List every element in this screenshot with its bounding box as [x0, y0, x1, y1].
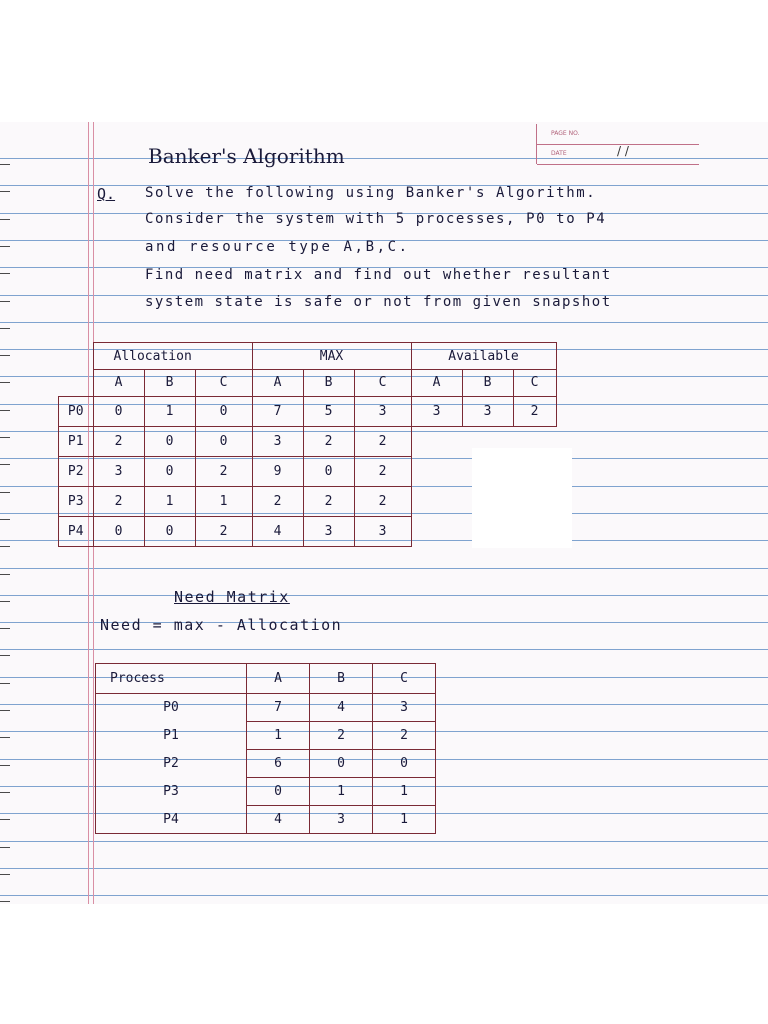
alloc-cell: 0 [195, 426, 252, 456]
need-cell: 1 [247, 722, 310, 750]
alloc-cell: 2 [195, 456, 252, 486]
margin-tick [0, 410, 10, 411]
max-cell: 5 [303, 396, 354, 426]
need-process-label: P3 [96, 778, 247, 806]
max-cell: 3 [303, 516, 354, 546]
table-row [96, 694, 436, 722]
process-label: P0 [59, 396, 94, 426]
margin-tick [0, 819, 10, 820]
available-cell: 3 [411, 396, 462, 426]
process-label: P2 [59, 456, 94, 486]
alloc-cell: 1 [195, 486, 252, 516]
max-col-a: A [252, 370, 303, 397]
margin-tick [0, 437, 10, 438]
date-value: / / [617, 144, 629, 158]
margin-tick [0, 519, 10, 520]
avail-col-c: C [513, 370, 556, 397]
margin-tick [0, 301, 10, 302]
alloc-cell: 0 [93, 396, 144, 426]
available-header: Available [411, 343, 556, 370]
ruled-line [0, 868, 768, 869]
margin-tick [0, 546, 10, 547]
margin-tick [0, 355, 10, 356]
need-cell: 6 [247, 750, 310, 778]
alloc-cell: 0 [93, 516, 144, 546]
margin-tick [0, 382, 10, 383]
need-cell: 0 [373, 750, 436, 778]
margin-tick [0, 219, 10, 220]
need-cell: 1 [373, 778, 436, 806]
date-cell [537, 144, 699, 165]
max-col-c: C [354, 370, 411, 397]
need-formula: Need = max - Allocation [100, 616, 343, 634]
need-cell: 1 [373, 806, 436, 834]
process-label: P3 [59, 486, 94, 516]
ruled-line [0, 568, 768, 569]
notebook-page [0, 122, 768, 904]
margin-tick [0, 601, 10, 602]
need-col-c: C [373, 664, 436, 694]
margin-tick [0, 246, 10, 247]
margin-tick [0, 191, 10, 192]
question-line-2: Consider the system with 5 processes, P0 to P4 [145, 211, 607, 227]
question-marker: Q. [97, 185, 116, 203]
margin-tick [0, 273, 10, 274]
ruled-line [0, 895, 768, 896]
max-cell: 2 [303, 426, 354, 456]
alloc-cell: 0 [144, 426, 195, 456]
alloc-cell: 0 [144, 456, 195, 486]
question-line-4: Find need matrix and find out whether resultant [145, 267, 612, 283]
need-header-row [96, 664, 436, 694]
table-row [96, 806, 436, 834]
max-cell: 2 [354, 456, 411, 486]
table-row [96, 722, 436, 750]
max-cell: 2 [252, 486, 303, 516]
max-cell: 2 [354, 486, 411, 516]
question-line-1: Solve the following using Banker's Algorithm. [145, 185, 597, 201]
margin-tick [0, 683, 10, 684]
need-cell: 3 [373, 694, 436, 722]
alloc-col-c: C [195, 370, 252, 397]
process-label: P1 [59, 426, 94, 456]
margin-tick [0, 574, 10, 575]
max-cell: 7 [252, 396, 303, 426]
margin-tick [0, 874, 10, 875]
margin-tick [0, 464, 10, 465]
ruled-line [0, 649, 768, 650]
alloc-cell: 2 [93, 426, 144, 456]
max-cell: 3 [354, 516, 411, 546]
need-cell: 1 [310, 778, 373, 806]
alloc-cell: 0 [195, 396, 252, 426]
margin-tick [0, 628, 10, 629]
need-process-label: P1 [96, 722, 247, 750]
erased-area [472, 448, 572, 548]
alloc-cell: 2 [93, 486, 144, 516]
alloc-cell: 1 [144, 396, 195, 426]
page-date-box [536, 124, 699, 164]
max-header: MAX [252, 343, 411, 370]
ruled-line [0, 595, 768, 596]
question-line-3: and resource type A,B,C. [145, 239, 410, 255]
table-row [96, 750, 436, 778]
corner-cell-2 [59, 370, 94, 397]
need-process-label: P4 [96, 806, 247, 834]
need-cell: 0 [310, 750, 373, 778]
max-cell: 3 [252, 426, 303, 456]
need-col-process: Process [96, 664, 247, 694]
max-cell: 4 [252, 516, 303, 546]
table-row [59, 396, 557, 426]
margin-tick [0, 710, 10, 711]
need-process-label: P0 [96, 694, 247, 722]
need-cell: 4 [247, 806, 310, 834]
alloc-cell: 1 [144, 486, 195, 516]
need-matrix-heading: Need Matrix [174, 588, 290, 606]
need-cell: 2 [373, 722, 436, 750]
need-cell: 2 [310, 722, 373, 750]
need-cell: 0 [247, 778, 310, 806]
need-col-a: A [247, 664, 310, 694]
corner-cell [59, 343, 94, 370]
margin-tick [0, 847, 10, 848]
available-cell: 3 [462, 396, 513, 426]
max-col-b: B [303, 370, 354, 397]
need-col-b: B [310, 664, 373, 694]
need-matrix-table [95, 663, 436, 834]
margin-tick [0, 164, 10, 165]
need-process-label: P2 [96, 750, 247, 778]
ruled-line [0, 841, 768, 842]
table-row [96, 778, 436, 806]
ruled-line [0, 322, 768, 323]
process-label: P4 [59, 516, 94, 546]
max-cell: 0 [303, 456, 354, 486]
margin-tick [0, 901, 10, 902]
max-cell: 2 [303, 486, 354, 516]
margin-tick [0, 328, 10, 329]
alloc-cell: 0 [144, 516, 195, 546]
alloc-cell: 2 [195, 516, 252, 546]
margin-tick [0, 792, 10, 793]
avail-col-b: B [462, 370, 513, 397]
page-no-cell [537, 124, 699, 145]
max-cell: 2 [354, 426, 411, 456]
margin-tick [0, 492, 10, 493]
question-line-5: system state is safe or not from given snapshot [145, 294, 612, 310]
allocation-header: Allocation [93, 343, 252, 370]
avail-col-a: A [411, 370, 462, 397]
alloc-cell: 3 [93, 456, 144, 486]
alloc-col-a: A [93, 370, 144, 397]
page-no-label: PAGE NO. [551, 130, 580, 137]
need-cell: 4 [310, 694, 373, 722]
margin-tick [0, 765, 10, 766]
margin-tick [0, 655, 10, 656]
date-label: DATE [551, 150, 567, 157]
alloc-col-b: B [144, 370, 195, 397]
need-cell: 7 [247, 694, 310, 722]
need-cell: 3 [310, 806, 373, 834]
max-cell: 9 [252, 456, 303, 486]
available-cell: 2 [513, 396, 556, 426]
max-cell: 3 [354, 396, 411, 426]
margin-tick [0, 737, 10, 738]
page-title: Banker's Algorithm [148, 144, 345, 168]
